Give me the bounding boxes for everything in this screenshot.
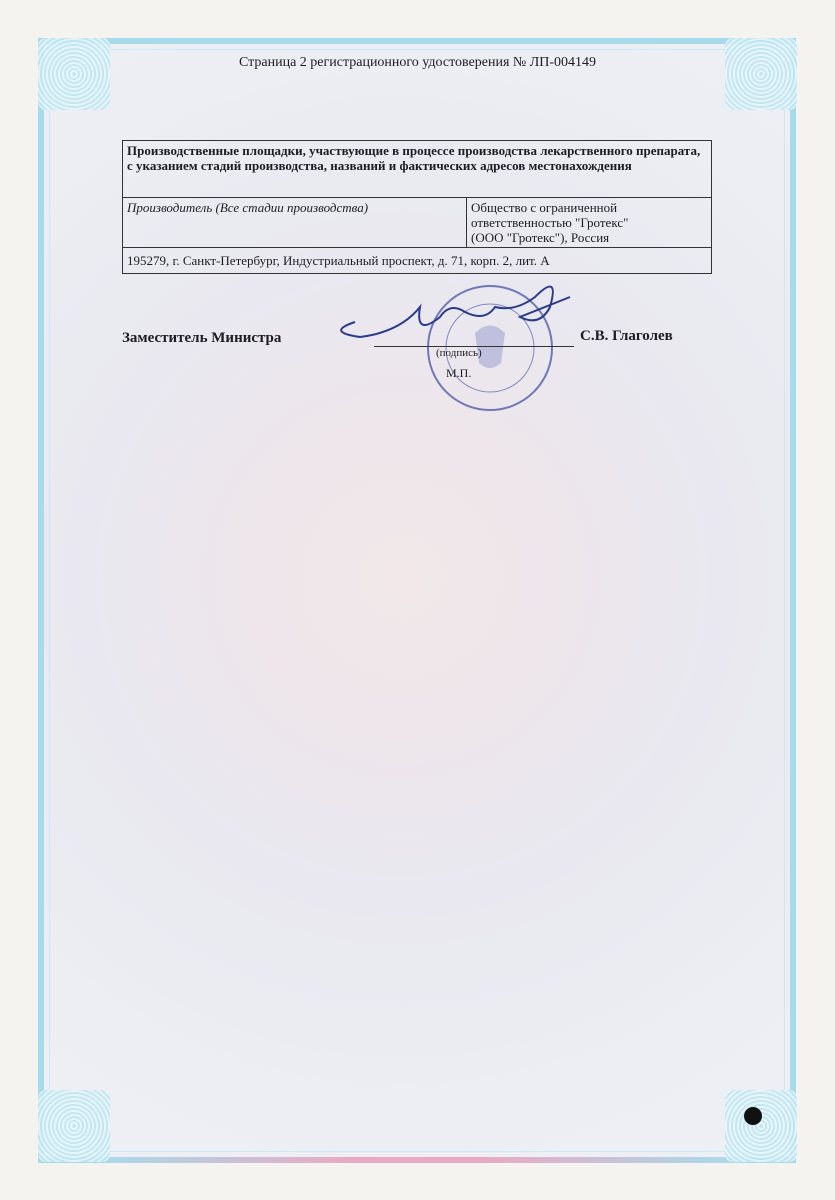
company-line: (ООО "Гротекс"), Россия	[471, 230, 610, 245]
corner-rosette-icon	[38, 38, 110, 110]
corner-rosette-icon	[38, 1090, 110, 1162]
manufacturer-role: Производитель (Все стадии производства)	[123, 198, 467, 248]
table-heading: Производственные площадки, участвующие в процессе производства лекарственного препарата, с указанием стадий производства, названий и фактических адресов местонахождения	[123, 141, 712, 198]
punch-hole	[744, 1107, 762, 1125]
company-line: ответственностью "Гротекс"	[471, 215, 629, 230]
manufacturer-address: 195279, г. Санкт-Петербург, Индустриальный проспект, д. 71, корп. 2, лит. А	[123, 248, 712, 274]
table-row	[123, 141, 712, 198]
signature-caption: (подпись)	[436, 347, 482, 359]
seal-label: М.П.	[446, 366, 472, 380]
handwritten-signature	[325, 282, 595, 352]
table-row	[123, 248, 712, 274]
signatory-name: С.В. Глаголев	[580, 328, 673, 344]
corner-rosette-icon	[725, 1090, 797, 1162]
production-sites-table	[122, 140, 712, 274]
manufacturer-company	[467, 198, 712, 248]
company-line: Общество с ограниченной	[471, 200, 618, 215]
corner-rosette-icon	[725, 38, 797, 110]
page-title: Страница 2 регистрационного удостоверения № ЛП-004149	[238, 55, 597, 70]
table-row	[123, 198, 712, 248]
signatory-position: Заместитель Министра	[122, 330, 282, 346]
frame-bottom-band	[100, 1157, 735, 1163]
